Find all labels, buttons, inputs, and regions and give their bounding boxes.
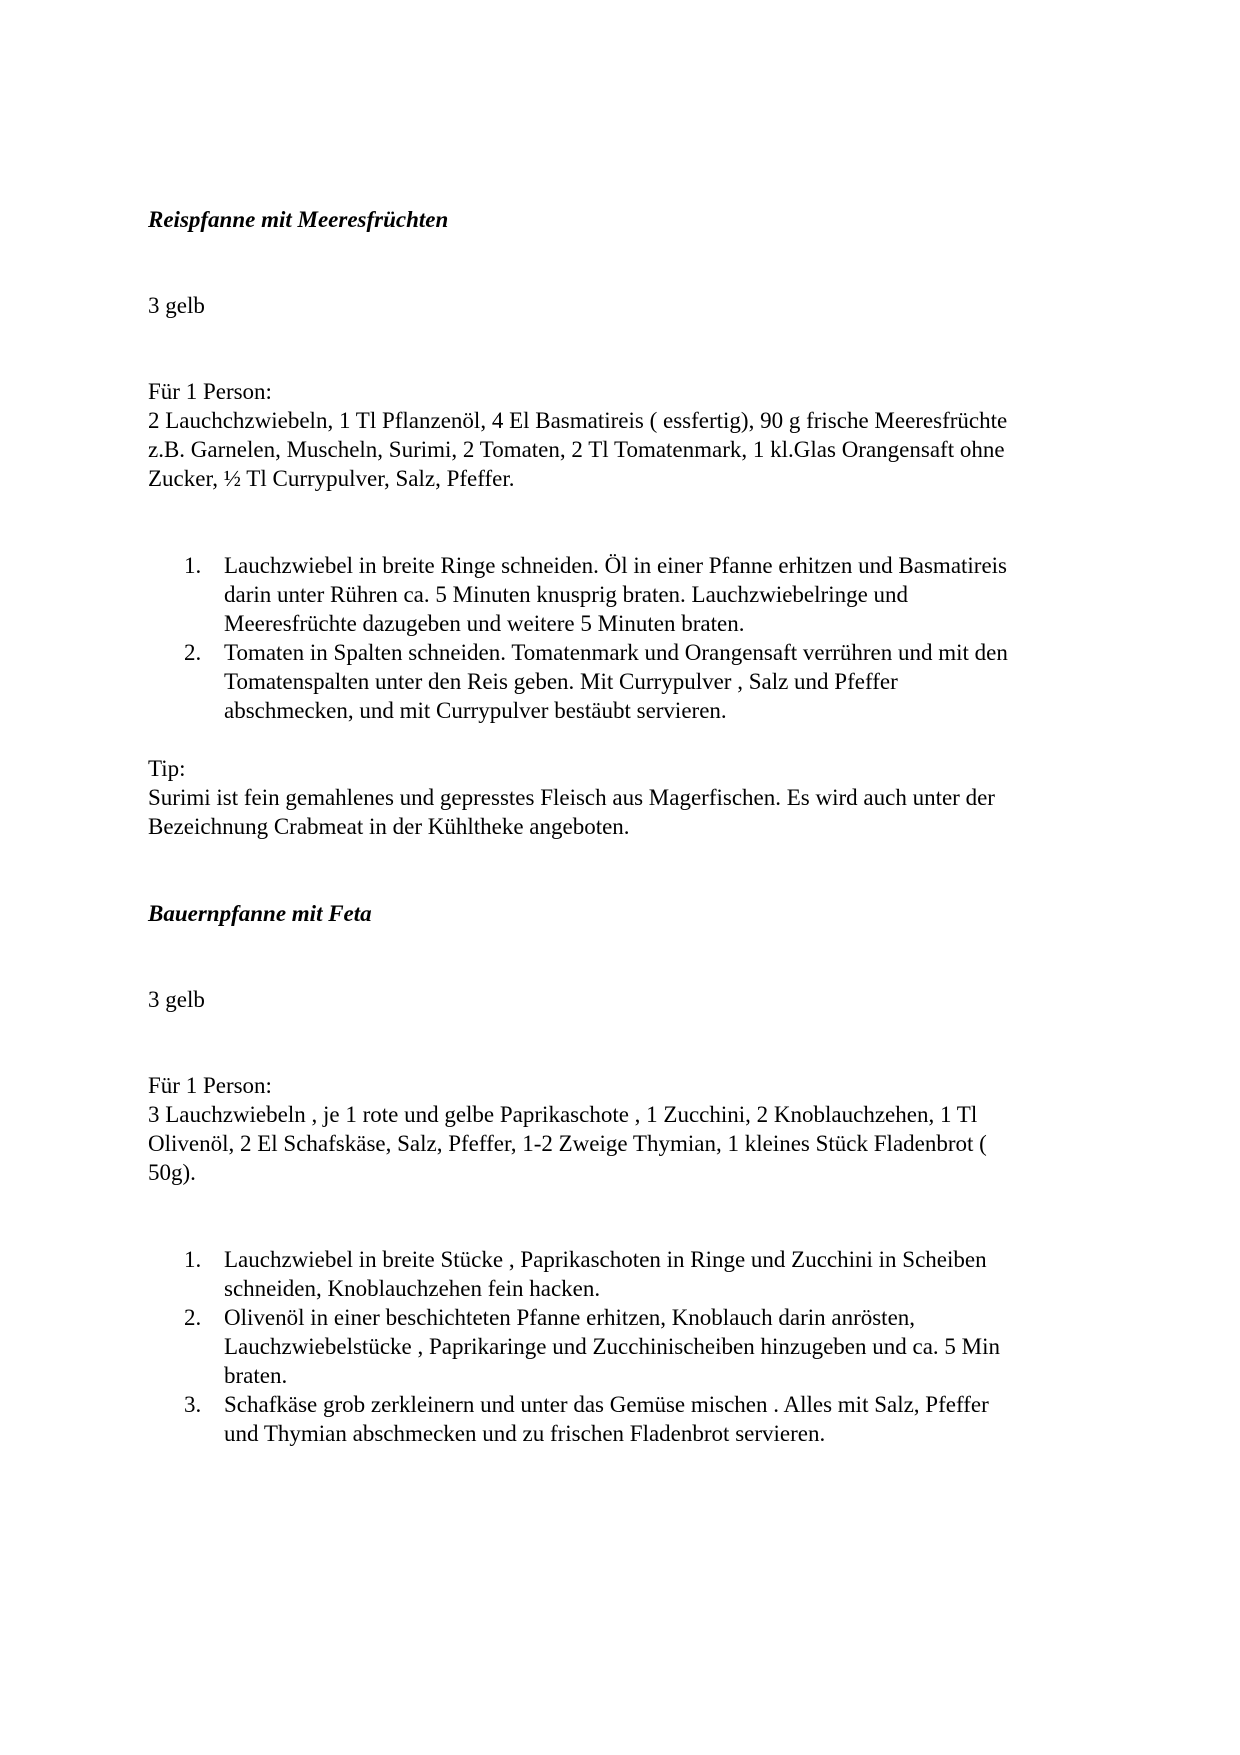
tip-label: Tip: — [148, 756, 186, 781]
step-line: Meeresfrüchte dazugeben und weitere 5 Minuten braten. — [224, 611, 745, 636]
recipe-2 — [148, 899, 1098, 1448]
list-item — [148, 1303, 1098, 1390]
tip-block — [148, 754, 1098, 841]
ingredients-line: 2 Lauchchzwiebeln, 1 Tl Pflanzenöl, 4 El Basmatireis ( essfertig), 90 g frische Meeresfrüchte — [148, 408, 1008, 433]
recipe-title: Reispfanne mit Meeresfrüchten — [148, 207, 449, 232]
list-item — [148, 551, 1098, 638]
step-line: Tomatenspalten unter den Reis geben. Mit Currypulver , Salz und Pfeffer — [224, 669, 898, 694]
ingredients-line: 3 Lauchzwiebeln , je 1 rote und gelbe Paprikaschote , 1 Zucchini, 2 Knoblauchzehen, 1 Tl — [148, 1102, 978, 1127]
ingredients-line: 50g). — [148, 1160, 196, 1185]
recipe-1 — [148, 205, 1098, 841]
serving-label: Für 1 Person: — [148, 379, 272, 404]
recipe-title: Bauernpfanne mit Feta — [148, 901, 372, 926]
recipe-rating: 3 gelb — [148, 293, 205, 318]
step-line: Lauchzwiebelstücke , Paprikaringe und Zucchinischeiben hinzugeben und ca. 5 Min — [224, 1334, 1000, 1359]
list-item — [148, 638, 1098, 725]
ingredients-block — [148, 1071, 1098, 1187]
step-number: 1. — [184, 1247, 202, 1272]
serving-label: Für 1 Person: — [148, 1073, 272, 1098]
tip-line: Bezeichnung Crabmeat in der Kühltheke angeboten. — [148, 814, 630, 839]
step-line: braten. — [224, 1363, 288, 1388]
step-number: 1. — [184, 553, 202, 578]
step-line: abschmecken, und mit Currypulver bestäubt servieren. — [224, 698, 727, 723]
step-line: und Thymian abschmecken und zu frischen Fladenbrot servieren. — [224, 1421, 826, 1446]
steps-list — [148, 551, 1098, 725]
step-number: 3. — [184, 1392, 202, 1417]
step-line: Olivenöl in einer beschichteten Pfanne erhitzen, Knoblauch darin anrösten, — [224, 1305, 916, 1330]
list-item — [148, 1245, 1098, 1303]
step-number: 2. — [184, 1305, 202, 1330]
tip-line: Surimi ist fein gemahlenes und gepresstes Fleisch aus Magerfischen. Es wird auch unter der — [148, 785, 995, 810]
ingredients-line: Olivenöl, 2 El Schafskäse, Salz, Pfeffer, 1-2 Zweige Thymian, 1 kleines Stück Fladenbrot ( — [148, 1131, 987, 1156]
step-line: Lauchzwiebel in breite Stücke , Paprikaschoten in Ringe und Zucchini in Scheiben — [224, 1247, 987, 1272]
ingredients-line: Zucker, ½ Tl Currypulver, Salz, Pfeffer. — [148, 466, 515, 491]
step-number: 2. — [184, 640, 202, 665]
step-line: schneiden, Knoblauchzehen fein hacken. — [224, 1276, 601, 1301]
step-line: darin unter Rühren ca. 5 Minuten knusprig braten. Lauchzwiebelringe und — [224, 582, 909, 607]
recipe-rating: 3 gelb — [148, 987, 205, 1012]
step-line: Schafkäse grob zerkleinern und unter das Gemüse mischen . Alles mit Salz, Pfeffer — [224, 1392, 989, 1417]
step-line: Tomaten in Spalten schneiden. Tomatenmark und Orangensaft verrühren und mit den — [224, 640, 1008, 665]
step-line: Lauchzwiebel in breite Ringe schneiden. Öl in einer Pfanne erhitzen und Basmatireis — [224, 553, 1008, 578]
ingredients-line: z.B. Garnelen, Muscheln, Surimi, 2 Tomaten, 2 Tl Tomatenmark, 1 kl.Glas Orangensaft ohne — [148, 437, 1005, 462]
ingredients-block — [148, 377, 1098, 493]
steps-list — [148, 1245, 1098, 1448]
list-item — [148, 1390, 1098, 1448]
